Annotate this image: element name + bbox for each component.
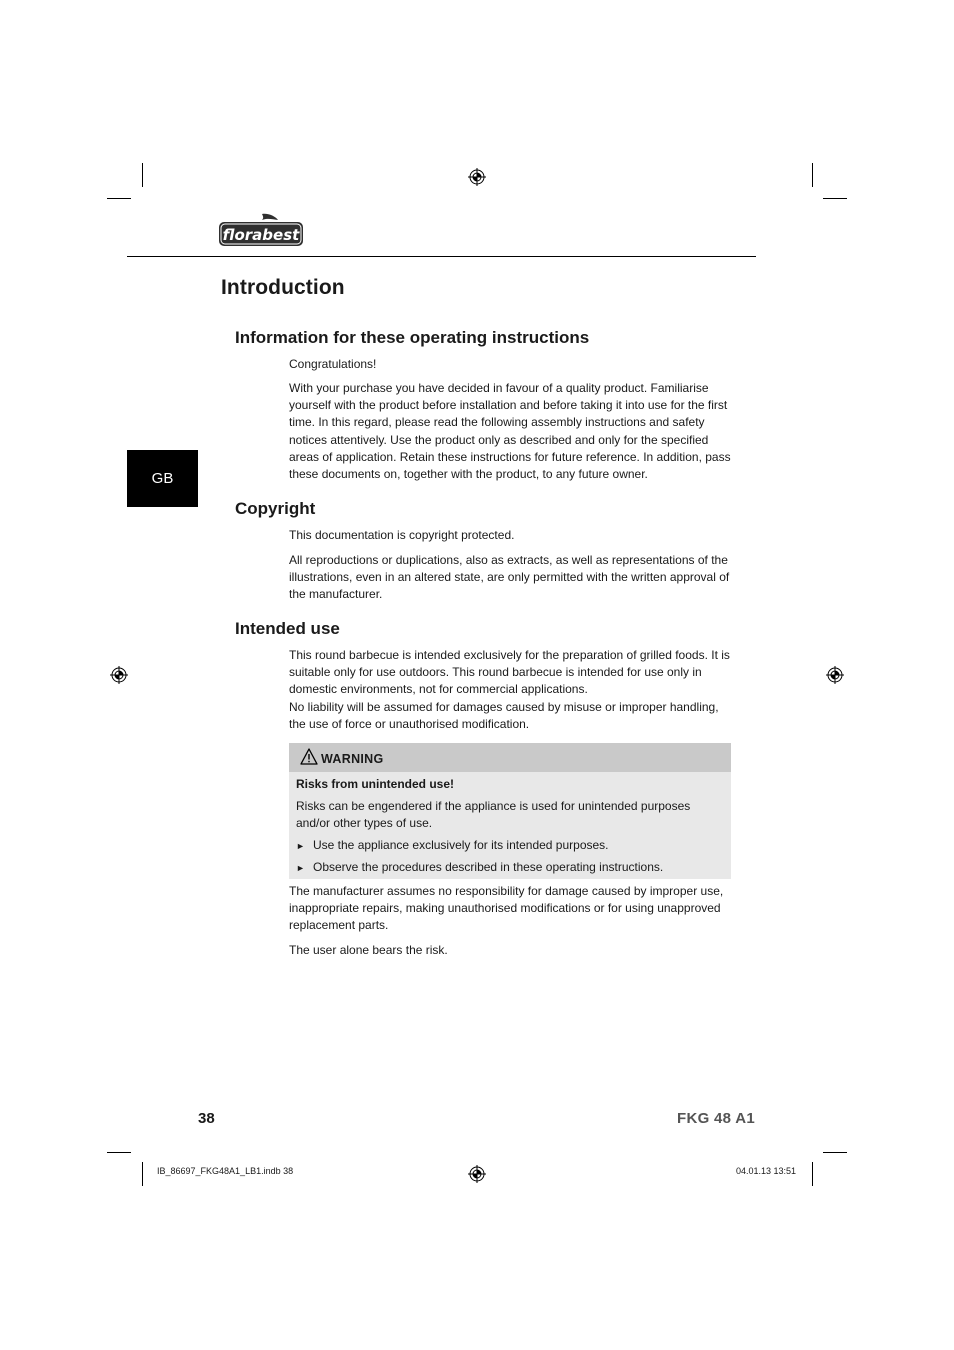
print-slug-file: IB_86697_FKG48A1_LB1.indb 38 bbox=[157, 1166, 294, 1176]
language-tab: GB bbox=[127, 450, 198, 507]
list-item bbox=[296, 859, 663, 877]
crop-mark bbox=[823, 1152, 847, 1153]
warning-header bbox=[289, 743, 731, 772]
crop-mark bbox=[142, 163, 143, 187]
section-heading-information: Information for these operating instructions bbox=[235, 328, 590, 347]
bullet-text: Observe the procedures described in these operating instructions. bbox=[313, 860, 664, 874]
registration-mark-icon bbox=[110, 666, 128, 684]
paragraph: This round barbecue is intended exclusively for the preparation of grilled foods. It is suitable only for use outdoors. This round barbecue is intended for use only in domestic environments, not for commercial applications. bbox=[289, 648, 730, 697]
page-number: 38 bbox=[198, 1110, 215, 1127]
crop-mark bbox=[142, 1162, 143, 1186]
section-heading-intended-use: Intended use bbox=[235, 619, 340, 638]
arrow-bullet-icon: ► bbox=[296, 841, 305, 851]
crop-mark bbox=[107, 198, 131, 199]
page-title: Introduction bbox=[221, 276, 345, 299]
warning-subtitle: Risks from unintended use! bbox=[296, 777, 455, 791]
paragraph: This documentation is copyright protected. bbox=[289, 528, 515, 542]
paragraph: Congratulations! bbox=[289, 357, 377, 371]
bullet-text: Use the appliance exclusively for its intended purposes. bbox=[313, 838, 609, 852]
crop-mark bbox=[107, 1152, 131, 1153]
arrow-bullet-icon: ► bbox=[296, 863, 305, 873]
header-rule bbox=[127, 256, 756, 257]
paragraph: The user alone bears the risk. bbox=[289, 943, 448, 957]
crop-mark bbox=[812, 163, 813, 187]
section-heading-copyright: Copyright bbox=[235, 499, 316, 518]
warning-label: WARNING bbox=[321, 752, 384, 766]
paragraph: No liability will be assumed for damages caused by misuse or improper handling, the use of force or unauthorised modification. bbox=[289, 700, 719, 732]
registration-mark-icon bbox=[826, 666, 844, 684]
list-item bbox=[296, 837, 609, 855]
crop-mark bbox=[823, 198, 847, 199]
print-slug-date: 04.01.13 13:51 bbox=[736, 1166, 797, 1176]
warning-text: Risks can be engendered if the appliance is used for unintended purposes and/or other types of use. bbox=[296, 799, 691, 831]
paragraph: The manufacturer assumes no responsibility for damage caused by improper use, inappropriate repairs, making unauthorised modifications or for using unapproved replacement parts. bbox=[289, 884, 724, 933]
logo-text: florabest bbox=[222, 226, 300, 244]
registration-mark-icon bbox=[468, 1165, 486, 1183]
warning-triangle-icon bbox=[300, 748, 318, 765]
paragraph: With your purchase you have decided in favour of a quality product. Familiarise yourself with the product before installation and before taking it into use for the first time. In this regard, please read the following assembly instructions and safety notices attentively. Use the product only as described and only for the specified areas of application. Retain these instructions for future reference. In addition, pass these documents on, together with the product, to any future owner. bbox=[289, 381, 731, 482]
paragraph: All reproductions or duplications, also as extracts, as well as representations of the illustrations, even in an altered state, are only permitted with the written approval of the manufacturer. bbox=[289, 553, 730, 602]
model-number: FKG 48 A1 bbox=[677, 1110, 756, 1127]
registration-mark-icon bbox=[468, 168, 486, 186]
warning-box bbox=[289, 743, 731, 879]
florabest-logo bbox=[218, 212, 304, 248]
crop-mark bbox=[812, 1162, 813, 1186]
